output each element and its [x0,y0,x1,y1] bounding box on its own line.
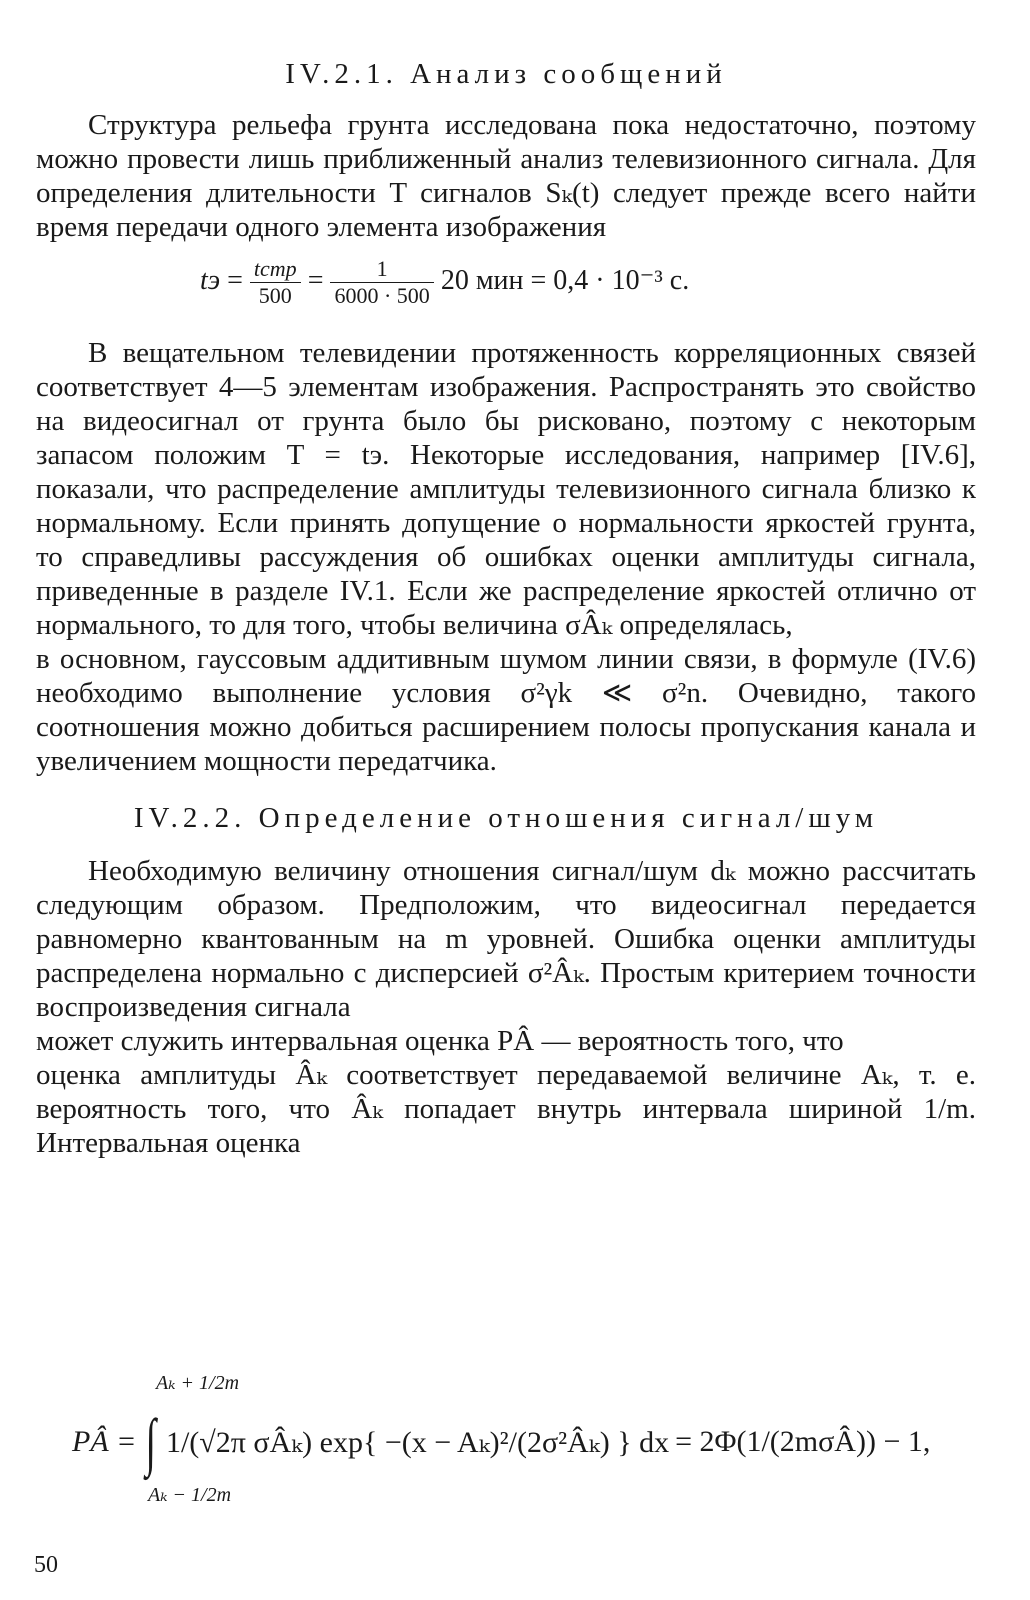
paragraph-6: оценка амплитуды Âₖ соответствует передаваемой величине Aₖ, т. е. вероятность того, что Âₖ попадает внутрь интервала шириной 1/m. Интервальная оценка [36,1059,976,1159]
formula-element-time: tэ = $\frac{\text{tстр}}{500}$ = $\frac{1}{6000 \cdot 500}$ 20 мин = 0,4 · 10⁻³ с. [200,256,690,308]
formula-interval-estimate [36,1370,976,1520]
fraction-1 [250,256,301,309]
formula2-integrand: 1/(√2π σÂₖ) exp{ −(x − Aₖ)²/(2σ²Âₖ) } dx [165,1425,670,1459]
paragraph-1: Структура рельефа грунта исследована пока недостаточно, поэтому можно провести лишь приближенный анализ телевизионного сигнала. Для определения длительности T сигналов Sₖ(t) следует прежде всего найти время передачи одного элемента изображения [36,109,976,243]
paragraph-2: В вещательном телевидении протяженность корреляционных связей соответствует 4—5 элементам изображения. Распространять это свойство на видеосигнал от грунта было бы рисковано, поэтому с некоторым запасом положим T = tэ. Некоторые исследования, например [IV.6], показали, что распределение амплитуды телевизионного сигнала близко к нормальному. Если принять допущение о нормальности яркостей грунта, то справедливы рассуждения об ошибках оценки амплитуды сигнала, приведенные в разделе IV.1. Если же распределение яркостей отлично от нормального, то для того, чтобы величина σÂₖ определялась, [36,337,976,641]
formula2-lhs: PÂ = [72,1425,137,1458]
section-heading-2: IV.2.2. Определение отношения сигнал/шум [133,802,879,834]
formula2-rhs: = 2Φ(1/(2mσÂ)) − 1, [675,1425,931,1458]
fraction-2 [330,256,433,309]
integral-sign: ∫ [145,1406,157,1477]
page-number: 50 [34,1552,58,1578]
integral-upper-limit: Aₖ + 1/2m [156,1372,240,1394]
formula-rhs: 20 мин = 0,4 · 10⁻³ с. [440,264,690,296]
fraction-2-denominator: 6000 · 500 [334,283,430,308]
formula-lhs: tэ [200,264,221,296]
paragraph-5: может служить интервальная оценка PÂ — вероятность того, что [36,1025,844,1057]
fraction-2-numerator: 1 [330,256,433,283]
integral-lower-limit: Aₖ − 1/2m [148,1484,232,1506]
fraction-1-denominator: 500 [258,283,292,308]
fraction-1-numerator: tстр [250,256,301,283]
paragraph-3: в основном, гауссовым аддитивным шумом линии связи, в формуле (IV.6) необходимо выполнение условия σ²γk ≪ σ²n. Очевидно, такого соотношения можно добиться расширением полосы пропускания канала и увеличением мощности передатчика. [36,643,976,777]
paragraph-4: Необходимую величину отношения сигнал/шум dₖ можно рассчитать следующим образом. Предположим, что видеосигнал передается равномерно квантованным на m уровней. Ошибка оценки амплитуды распределена нормально с дисперсией σ²Âₖ. Простым критерием точности воспроизведения сигнала [36,855,976,1023]
page-body [36,56,976,1160]
section-heading-1: IV.2.1. Анализ сообщений [285,58,727,90]
